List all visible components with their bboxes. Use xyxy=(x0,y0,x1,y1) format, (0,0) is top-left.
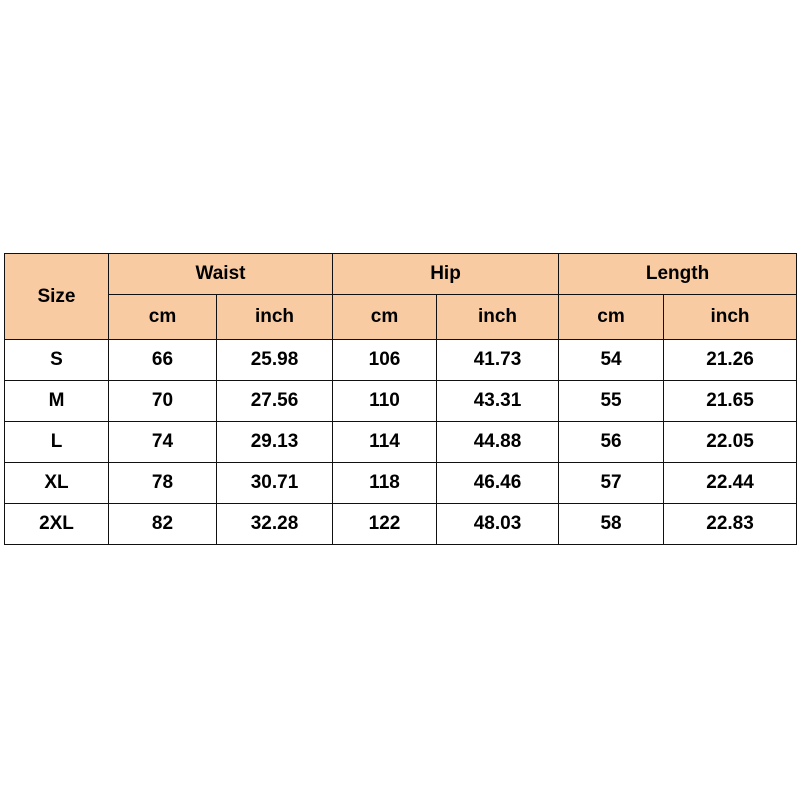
size-cell: XL xyxy=(5,463,109,504)
table-cell: 21.65 xyxy=(664,381,797,422)
table-cell: 21.26 xyxy=(664,340,797,381)
table-cell: 22.05 xyxy=(664,422,797,463)
size-cell: S xyxy=(5,340,109,381)
table-cell: 56 xyxy=(559,422,664,463)
table-cell: 74 xyxy=(109,422,217,463)
hip-header: Hip xyxy=(333,254,559,295)
size-chart-table xyxy=(4,253,797,545)
table-cell: 27.56 xyxy=(217,381,333,422)
unit-header: cm xyxy=(333,295,437,340)
table-cell: 114 xyxy=(333,422,437,463)
table-cell: 41.73 xyxy=(437,340,559,381)
size-cell: M xyxy=(5,381,109,422)
unit-header: inch xyxy=(217,295,333,340)
table-cell: 122 xyxy=(333,504,437,545)
table-row xyxy=(5,381,797,422)
table-row xyxy=(5,463,797,504)
table-cell: 82 xyxy=(109,504,217,545)
unit-header: inch xyxy=(437,295,559,340)
table-cell: 57 xyxy=(559,463,664,504)
table-row xyxy=(5,504,797,545)
table-cell: 58 xyxy=(559,504,664,545)
table-cell: 29.13 xyxy=(217,422,333,463)
table-row xyxy=(5,340,797,381)
size-cell: 2XL xyxy=(5,504,109,545)
unit-header: cm xyxy=(109,295,217,340)
table-cell: 22.44 xyxy=(664,463,797,504)
unit-header-row xyxy=(5,295,797,340)
size-header: Size xyxy=(5,254,109,340)
table-cell: 44.88 xyxy=(437,422,559,463)
group-header-row xyxy=(5,254,797,295)
table-row xyxy=(5,422,797,463)
table-cell: 46.46 xyxy=(437,463,559,504)
unit-header: inch xyxy=(664,295,797,340)
table-cell: 78 xyxy=(109,463,217,504)
table-cell: 70 xyxy=(109,381,217,422)
table-cell: 22.83 xyxy=(664,504,797,545)
table-cell: 48.03 xyxy=(437,504,559,545)
table-cell: 110 xyxy=(333,381,437,422)
table-cell: 54 xyxy=(559,340,664,381)
table-cell: 66 xyxy=(109,340,217,381)
table-cell: 118 xyxy=(333,463,437,504)
table-cell: 55 xyxy=(559,381,664,422)
table-cell: 30.71 xyxy=(217,463,333,504)
size-cell: L xyxy=(5,422,109,463)
unit-header: cm xyxy=(559,295,664,340)
waist-header: Waist xyxy=(109,254,333,295)
length-header: Length xyxy=(559,254,797,295)
table-cell: 25.98 xyxy=(217,340,333,381)
table-cell: 106 xyxy=(333,340,437,381)
table-cell: 43.31 xyxy=(437,381,559,422)
table-cell: 32.28 xyxy=(217,504,333,545)
